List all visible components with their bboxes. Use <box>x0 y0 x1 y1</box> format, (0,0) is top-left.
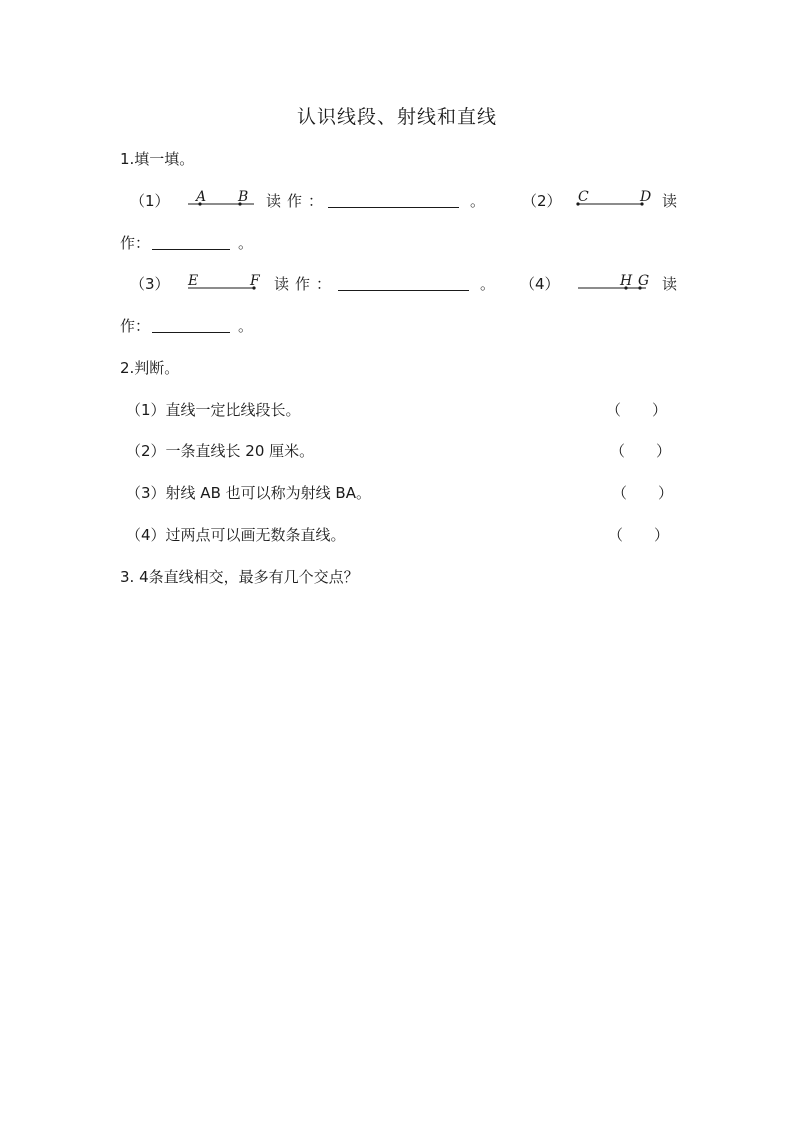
item-4-answer-blank[interactable] <box>152 321 230 336</box>
section-2-heading: 2.判断。 <box>120 359 180 377</box>
judge-item-3: （3）射线 AB 也可以称为射线 BA。 <box>126 484 371 502</box>
item-4-number: （4） <box>520 275 560 293</box>
item-4-period: 。 <box>238 317 254 335</box>
judge-item-3-paren-close[interactable]: ） <box>658 484 674 502</box>
judge-item-4: （4）过两点可以画无数条直线。 <box>126 526 346 544</box>
judge-item-1: （1）直线一定比线段长。 <box>126 401 301 419</box>
item-1-period: 。 <box>470 192 486 210</box>
item-4-read-label-part1: 读 <box>662 275 678 293</box>
judge-item-1-paren-open[interactable]: （ <box>606 401 622 419</box>
item-3-number: （3） <box>130 275 170 293</box>
item-3-read-label: 读作： <box>274 275 338 293</box>
segment-ab-figure <box>184 186 264 210</box>
item-1-read-label: 读作： <box>266 192 330 210</box>
page-title: 认识线段、射线和直线 <box>296 106 497 128</box>
judge-item-2-paren-open[interactable]: （ <box>610 442 626 460</box>
point-h-label: H <box>620 273 633 289</box>
item-2-answer-blank[interactable] <box>152 238 230 253</box>
item-2-period: 。 <box>238 234 254 252</box>
judge-item-2-paren-close[interactable]: ） <box>656 442 672 460</box>
ray-ef-figure <box>184 270 264 294</box>
item-2-read-label-part2: 作： <box>120 234 151 252</box>
ray-hg-figure <box>574 270 658 294</box>
point-b-label: B <box>238 189 249 205</box>
point-c-label: C <box>578 189 589 205</box>
point-g-label: G <box>638 273 650 289</box>
item-3-period: 。 <box>480 275 496 293</box>
judge-item-4-paren-open[interactable]: （ <box>608 526 624 544</box>
point-d-label: D <box>640 189 652 205</box>
judge-item-3-paren-open[interactable]: （ <box>612 484 628 502</box>
ray-cd-figure <box>574 186 654 210</box>
item-3-answer-blank[interactable] <box>338 279 469 294</box>
item-2-number: （2） <box>522 192 562 210</box>
judge-item-2: （2）一条直线长 20 厘米。 <box>126 442 315 460</box>
section-3-question: 3. 4条直线相交，最多有几个交点？ <box>120 568 359 586</box>
point-e-label: E <box>188 273 199 289</box>
point-f-label: F <box>250 273 260 289</box>
section-1-heading: 1.填一填。 <box>120 150 195 168</box>
judge-item-4-paren-close[interactable]: ） <box>654 526 670 544</box>
item-1-answer-blank[interactable] <box>328 196 459 211</box>
item-1-number: （1） <box>130 192 170 210</box>
item-4-read-label-part2: 作： <box>120 317 151 335</box>
item-2-read-label-part1: 读 <box>662 192 678 210</box>
point-a-label: A <box>196 189 207 205</box>
judge-item-1-paren-close[interactable]: ） <box>652 401 668 419</box>
